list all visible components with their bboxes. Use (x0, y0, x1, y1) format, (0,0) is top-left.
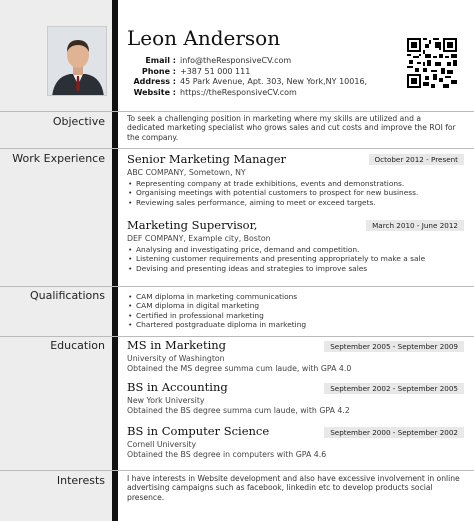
section-separator (0, 286, 474, 287)
candidate-name: Leon Anderson (127, 26, 281, 50)
column-divider (112, 0, 118, 521)
job-company: DEF COMPANY, Example city, Boston (127, 234, 271, 243)
degree-school: University of Washington (127, 354, 225, 363)
contact-label: Website : (133, 87, 176, 97)
degree-title: BS in Computer Science (127, 424, 270, 438)
objective-line: dedicated marketing specialist who grows sales and cut costs and improve the ROI for (127, 123, 456, 133)
profile-photo (47, 26, 107, 96)
contact-row-website (127, 88, 367, 99)
job-dates: March 2010 - June 2012 (366, 220, 464, 231)
degree-school: Cornell University (127, 440, 197, 449)
contact-row-email (127, 56, 367, 67)
section-separator (0, 111, 474, 112)
job-company: ABC COMPANY, Sometown, NY (127, 168, 246, 177)
degree-dates: September 2000 - September 2002 (324, 427, 464, 438)
job-title: Marketing Supervisor, (127, 218, 258, 232)
contact-row-address (127, 77, 367, 88)
list-item: • Listening customer requirements and presenting appropriately to make a sale (127, 254, 425, 263)
section-label-interests: Interests (56, 474, 105, 487)
interests-text (127, 474, 460, 502)
list-item: • CAM diploma in digital marketing (127, 301, 306, 310)
list-item: • Devising and presenting ideas and strategies to improve sales (127, 264, 425, 273)
contact-label: Email : (145, 56, 176, 65)
section-separator (0, 336, 474, 337)
degree-note: Obtained the MS degree summa cum laude, with GPA 4.0 (127, 364, 352, 373)
degree-note: Obtained the BS degree in computers with GPA 4.6 (127, 450, 327, 459)
section-separator (0, 470, 474, 471)
list-item: • Certified in professional marketing (127, 311, 306, 320)
section-label-qualifications: Qualifications (29, 289, 105, 302)
contact-row-phone (127, 67, 367, 78)
section-label-work-experience: Work Experience (12, 152, 105, 165)
contact-label: Phone : (141, 66, 176, 76)
list-item: • CAM diploma in marketing communications (127, 292, 306, 301)
degree-note: Obtained the BS degree summa cum laude, with GPA 4.2 (127, 406, 350, 415)
degree-title: BS in Accounting (127, 380, 228, 394)
job-duties (127, 179, 418, 207)
section-label-education: Education (50, 339, 105, 352)
interests-line: presence. (127, 492, 165, 502)
interests-line: advertising campaigns such as facebook, linkedin etc to develop products social (127, 483, 433, 493)
interests-line: I have interests in Website development and also have excessive involvement in online (127, 474, 460, 483)
list-item: • Reviewing sales performance, aiming to meet or exceed targets. (127, 198, 418, 207)
qr-code-icon (407, 38, 457, 88)
website-link[interactable]: https://theResponsiveCV.com (180, 87, 297, 97)
person-photo-icon (48, 27, 107, 96)
objective-line: the company. (127, 132, 179, 142)
job-dates: October 2012 - Present (369, 154, 464, 165)
email-link[interactable]: info@theResponsiveCV.com (180, 56, 292, 65)
degree-dates: September 2005 - September 2009 (324, 341, 464, 352)
qualifications-list (127, 292, 306, 329)
contact-label: Address : (133, 77, 176, 86)
list-item: • Representing company at trade exhibitions, events and demonstrations. (127, 179, 418, 188)
degree-dates: September 2002 - September 2005 (324, 383, 464, 394)
job-duties (127, 245, 425, 273)
address-value: 45 Park Avenue, Apt. 303, New York,NY 10016, (180, 77, 368, 86)
job-title: Senior Marketing Manager (127, 152, 287, 166)
degree-title: MS in Marketing (127, 338, 227, 352)
objective-line: To seek a challenging position in marketing where my skills are utilized and a (127, 114, 421, 123)
list-item: • Analysing and investigating price, demand and competition. (127, 245, 425, 254)
contact-details (127, 56, 367, 98)
section-label-objective: Objective (52, 115, 105, 128)
degree-school: New York University (127, 396, 205, 405)
phone-value: +387 51 000 111 (180, 66, 251, 76)
list-item: • Organising meetings with potential customers to prospect for new business. (127, 188, 418, 197)
section-separator (0, 148, 474, 149)
objective-text (127, 114, 456, 142)
list-item: • Chartered postgraduate diploma in marketing (127, 320, 306, 329)
